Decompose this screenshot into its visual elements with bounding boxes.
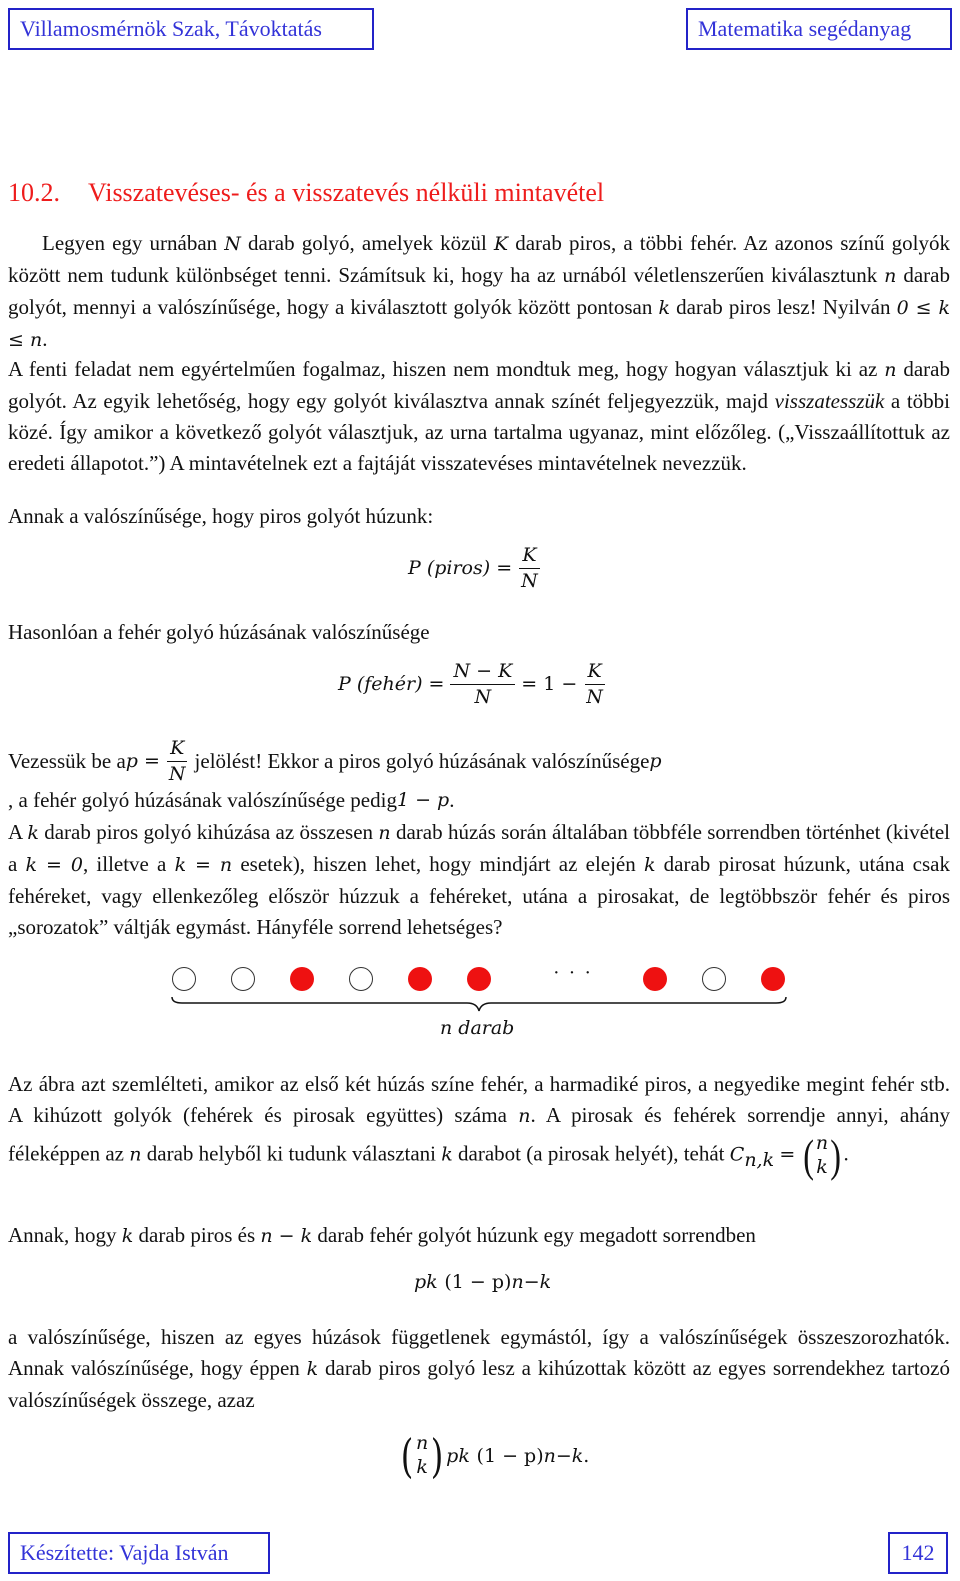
section-title: Visszatevéses- és a visszatevés nélküli mintavétel bbox=[88, 178, 605, 207]
header-course-text: Villamosmérnök Szak, Távoktatás bbox=[20, 16, 322, 41]
header-subject bbox=[686, 8, 952, 50]
header-course bbox=[8, 8, 374, 50]
paragraph-given-order: Annak, hogy k darab piros és n − k darab fehér golyót húzunk egy megadott sorrendben bbox=[8, 1223, 756, 1247]
red-ball bbox=[467, 967, 491, 991]
white-ball bbox=[349, 967, 373, 991]
paragraph-replacement: A fenti feladat nem egyértelműen fogalmaz, hiszen nem mondtuk meg, hogy hogyan választjuk ki az n darab golyót. Az egyik lehetőség, hogy egy golyót kiválasztva annak színét feljegyezzük, majd visszatesszük a többi közé. Így amikor a következő golyót választjuk, az urna tartalma ugyanaz, mint előzőleg. („Visszaállítottuk az eredeti állapotot.”) A mintavételnek ezt a fajtáját visszatevéses mintavételnek nevezzük. bbox=[8, 357, 950, 475]
equation-sequence-probability: p k (1 − p) n−k bbox=[414, 1271, 552, 1293]
paragraph-orderings: A k darab piros golyó kihúzása az összesen n darab húzás során általában többféle sorrendben történhet (kivétel a k = 0, illetve a k = n esetek), hiszen lehet, hogy mindjárt az elején k darab pirosat húzunk, utána csak fehéreket, vagy ellenkezőleg először húzzuk a fehéreket, utána a pirosakat, de legtöbbször fehér és piros „sorozatok” váltják egymást. Hányféle sorrend lehetséges? bbox=[8, 820, 951, 939]
paragraph-figure-explanation: Az ábra azt szemlélteti, amikor az első két húzás színe fehér, a harmadiké piros, a negyedike megint fehér stb. A kihúzott golyók (fehérek és pirosak együttes) száma n. A pirosak és fehérek sorrendje annyi, ahány féleképpen az n darab helyből ki tudunk választani k darabot (a pirosak helyét), tehát $C_{n,k}$ = ( n k ) . bbox=[8, 1072, 950, 1181]
underbrace-icon bbox=[170, 995, 788, 1013]
paragraph-white-probability: Hasonlóan a fehér golyó húzásának valószínűsége bbox=[8, 620, 430, 644]
paragraph-red-probability: Annak a valószínűsége, hogy piros golyót húzunk: bbox=[8, 504, 434, 528]
paragraph-intro: Legyen egy urnában N darab golyó, amelyek közül K darab piros, a többi fehér. Az azonos színű golyók között nem tudunk különbséget tenni. Számítsuk ki, hogy ha az urnából véletlenszerűen kiválasztunk n darab golyót, mennyi a valószínűsége, hogy a kiválasztott golyók között pontosan k darab piros lesz! Nyilván 0 ≤ k ≤ n. bbox=[8, 231, 950, 351]
page-number bbox=[888, 1532, 948, 1574]
equation-p-white: P (fehér) = $\frac{N - K}{N}$ = 1 − $\frac{K}{N}$ bbox=[338, 660, 603, 708]
white-ball bbox=[231, 967, 255, 991]
page-number-text: 142 bbox=[901, 1540, 935, 1565]
paragraph-notation: Vezessük be a p = $\frac{K}{N}$ jelölést! Ekkor a piros golyó húzásának valószínűsége p , a fehér golyó húzásának valószínűsége pedig 1 − p . bbox=[8, 737, 662, 812]
red-ball bbox=[643, 967, 667, 991]
equation-binomial-distribution: ( n k ) p k (1 − p) n−k . bbox=[400, 1428, 590, 1483]
white-ball bbox=[702, 967, 726, 991]
footer-author bbox=[8, 1532, 270, 1574]
section-number: 10.2. bbox=[8, 178, 60, 207]
figure-label: n darab bbox=[440, 1017, 515, 1039]
ellipsis: · · · bbox=[553, 962, 593, 984]
red-ball bbox=[290, 967, 314, 991]
paragraph-summation: a valószínűsége, hiszen az egyes húzások függetlenek egymástól, így a valószínűségek összeszorozhatók. Annak valószínűsége, hogy éppen k darab piros golyó lesz a kihúzottak között az egyes sorrendekhez tartozó valószínűségek összege, azaz bbox=[8, 1325, 950, 1412]
red-ball bbox=[408, 967, 432, 991]
red-ball bbox=[761, 967, 785, 991]
equation-p-red: P (piros) = $\frac{K}{N}$ bbox=[408, 544, 538, 592]
section-heading bbox=[8, 178, 604, 208]
header-subject-text: Matematika segédanyag bbox=[698, 16, 912, 41]
white-ball bbox=[172, 967, 196, 991]
footer-author-text: Készítette: Vajda István bbox=[20, 1540, 229, 1565]
